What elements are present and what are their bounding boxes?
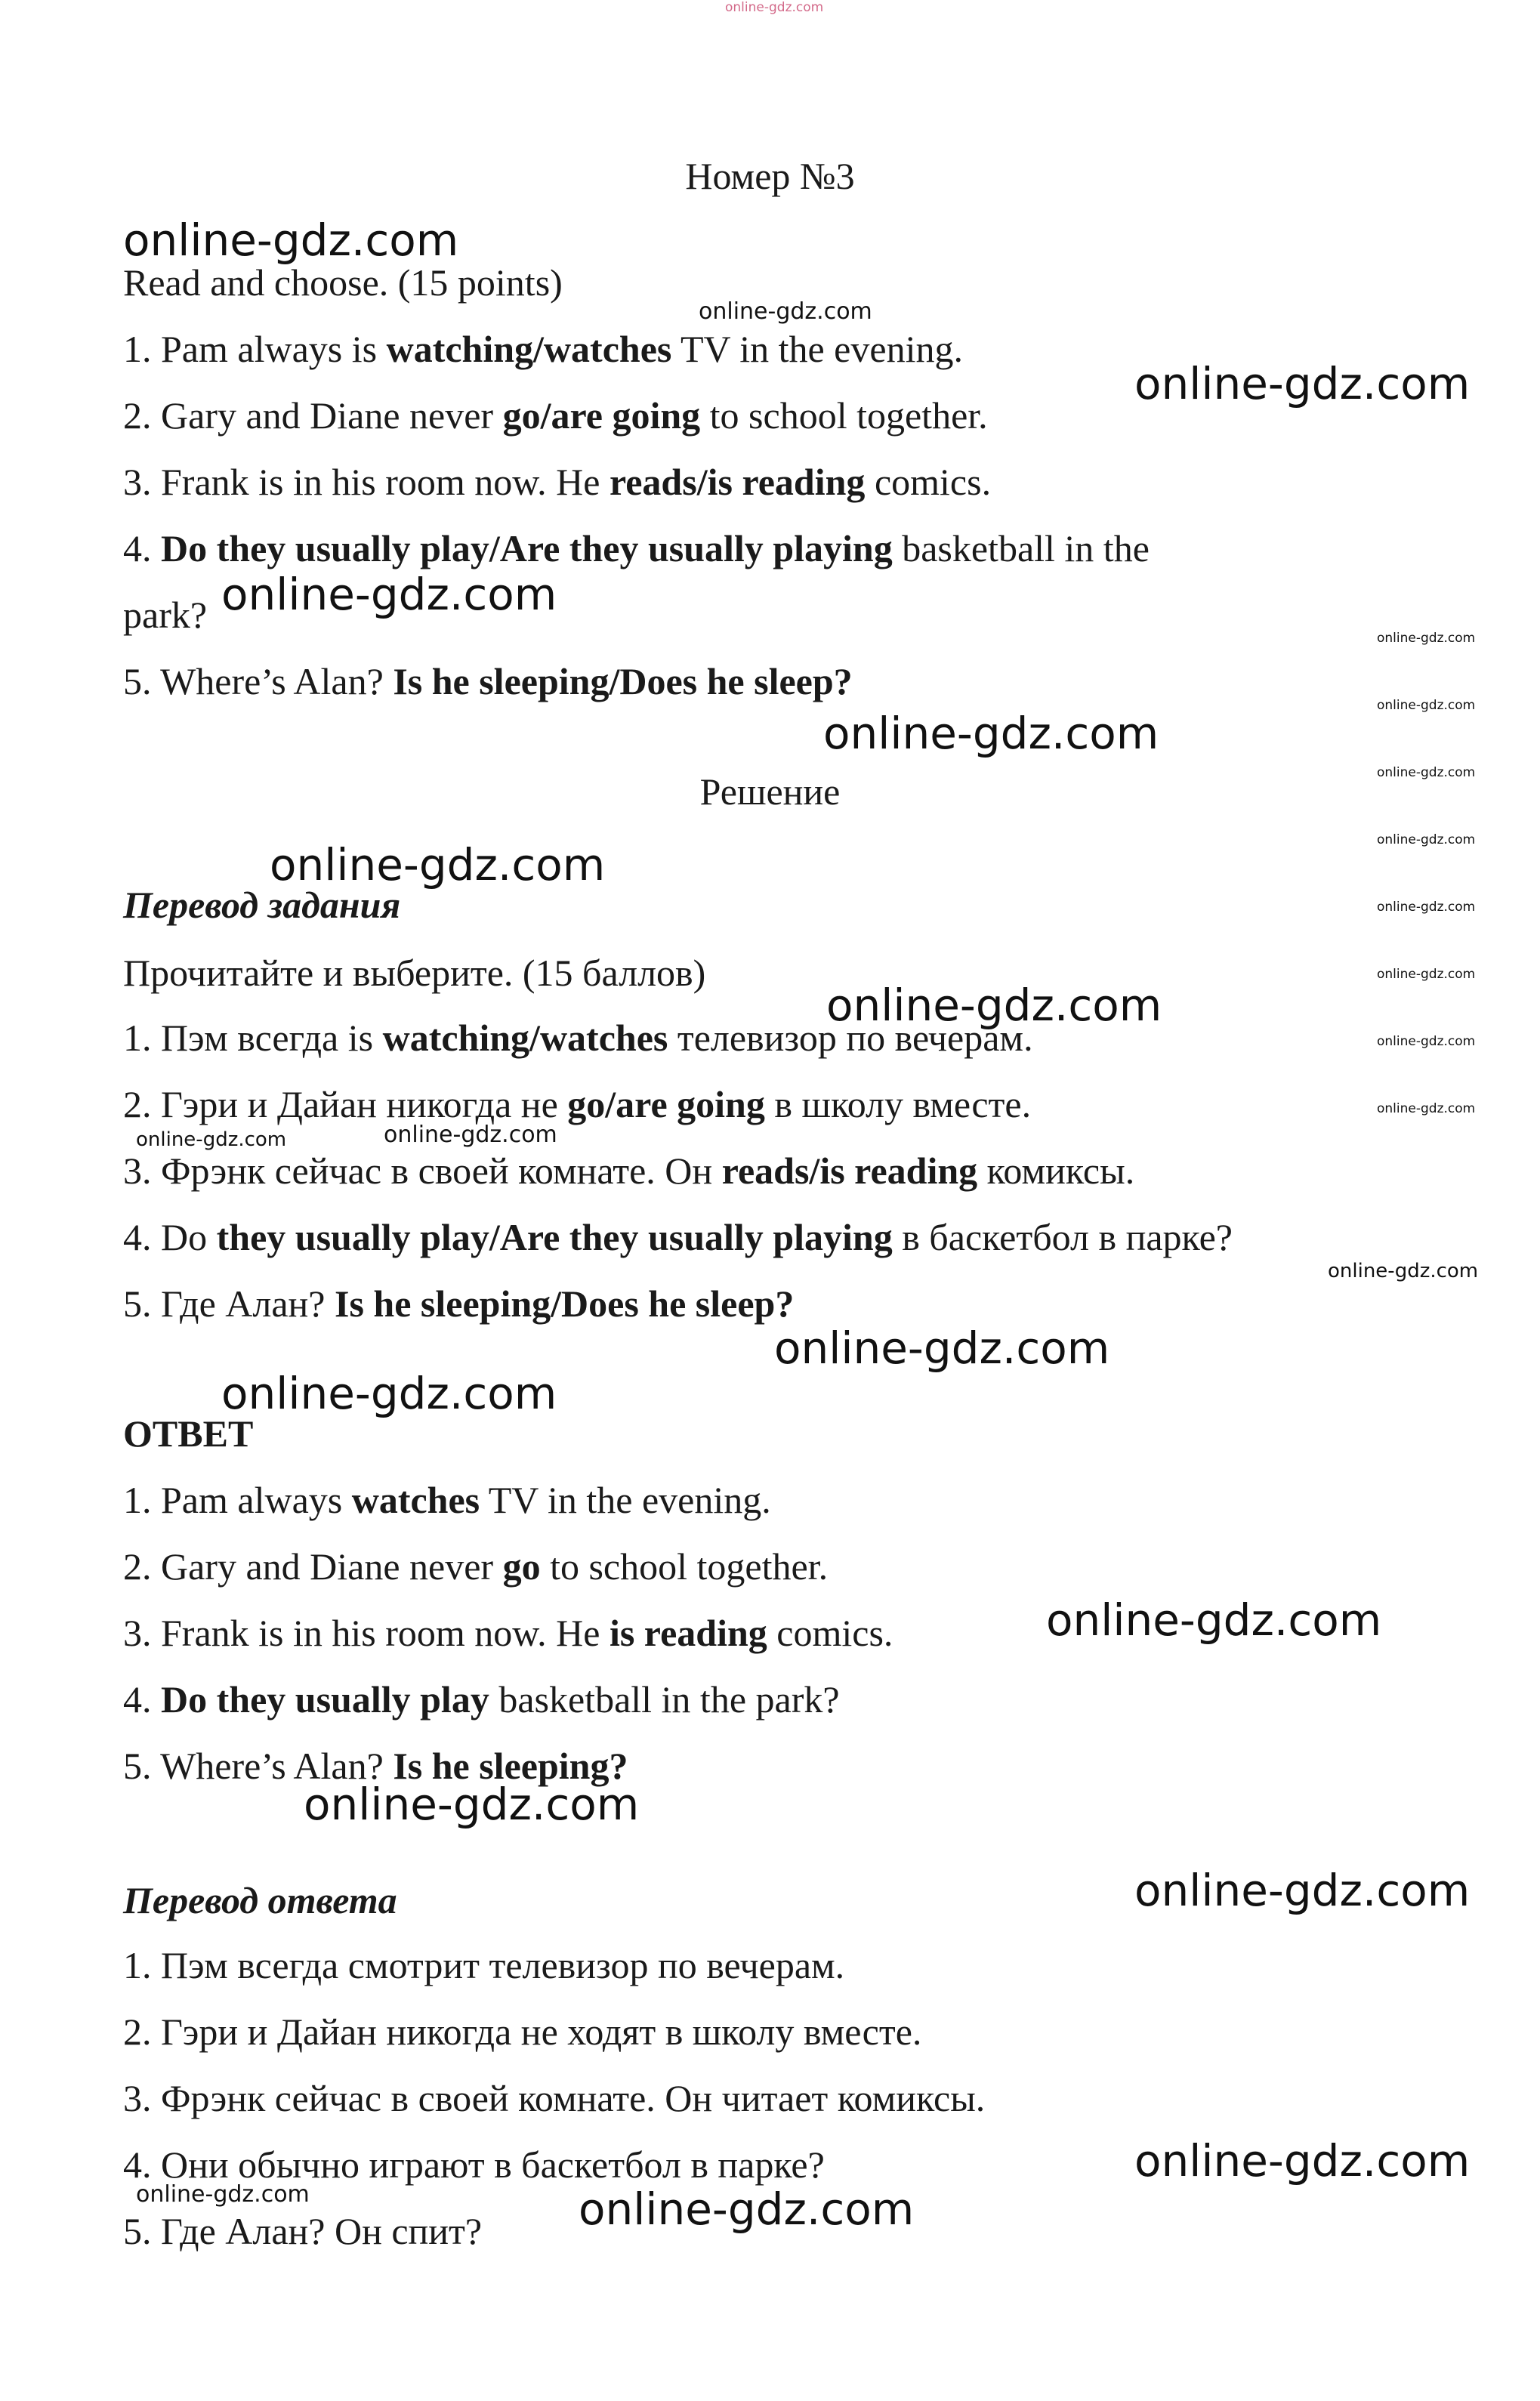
task-item-2-choice: go/are going — [502, 394, 701, 437]
task-translation-item-2-choice: go/are going — [567, 1083, 765, 1125]
task-item-1-text-b: TV in the evening. — [671, 328, 963, 370]
task-item-5 — [123, 659, 853, 704]
watermark: online-gdz.com — [1377, 631, 1476, 646]
answer-translation-item-4: 4. Они обычно играют в баскетбол в парке? — [123, 2143, 825, 2186]
task-translation-item-3 — [123, 1148, 1134, 1193]
task-item-5-choice: Is he sleeping/Does he sleep? — [393, 660, 853, 702]
answer-translation-item-2: 2. Гэри и Дайан никогда не ходят в школу вместе. — [123, 2011, 922, 2053]
answer-item-2-text-a: 2. Gary and Diane never — [123, 1545, 503, 1588]
task-item-4-choice: Do they usually play/Are they usually playing — [161, 527, 893, 569]
task-translation-item-4-text-b: в баскетбол в парке? — [892, 1216, 1233, 1258]
watermark: online-gdz.com — [1134, 2135, 1471, 2187]
task-translation-item-4-text-a: 4. Do — [123, 1216, 217, 1258]
answer-item-2-text-b: to school together. — [540, 1545, 829, 1588]
task-translation-intro: Прочитайте и выберите. (15 баллов) — [123, 952, 706, 994]
task-translation-item-3-text-a: 3. Фрэнк сейчас в своей комнате. Он — [123, 1150, 722, 1192]
answer-translation-heading: Перевод ответа — [123, 1879, 397, 1921]
task-translation-item-4-choice: they usually play/Are they usually playing — [216, 1216, 893, 1258]
answer-translation-item-3: 3. Фрэнк сейчас в своей комнате. Он читает комиксы. — [123, 2077, 986, 2119]
task-item-1 — [123, 326, 963, 372]
task-item-2-text-b: to school together. — [700, 394, 988, 437]
answer-item-4 — [123, 1677, 840, 1722]
task-intro: Read and choose. (15 points) — [123, 261, 563, 304]
task-item-1-text-a: 1. Pam always is — [123, 328, 387, 370]
watermark: online-gdz.com — [136, 2181, 310, 2208]
answer-item-3-text-a: 3. Frank is in his room now. He — [123, 1612, 610, 1654]
task-translation-item-3-choice: reads/is reading — [721, 1150, 978, 1192]
answer-heading: ОТВЕТ — [123, 1412, 254, 1455]
answer-item-4-choice: Do they usually play — [161, 1678, 489, 1721]
page-title: Номер №3 — [685, 155, 855, 197]
watermark: online-gdz.com — [304, 1779, 640, 1830]
answer-item-3 — [123, 1610, 893, 1656]
watermark: online-gdz.com — [1134, 358, 1471, 409]
watermark: online-gdz.com — [123, 214, 459, 266]
watermark: online-gdz.com — [1328, 1260, 1479, 1282]
answer-item-4-text-b: basketball in the park? — [489, 1678, 840, 1721]
watermark: online-gdz.com — [384, 1122, 557, 1148]
watermark: online-gdz.com — [774, 1322, 1110, 1374]
watermark: online-gdz.com — [136, 1128, 287, 1151]
answer-item-1-text-a: 1. Pam always — [123, 1479, 352, 1521]
task-item-5-text-a: 5. Where’s Alan? — [123, 660, 393, 702]
watermark: online-gdz.com — [826, 980, 1162, 1031]
watermark: online-gdz.com — [1377, 698, 1476, 713]
task-item-3 — [123, 459, 991, 505]
solution-heading: Решение — [699, 770, 841, 813]
answer-item-4-text-a: 4. — [123, 1678, 161, 1721]
answer-item-1-choice: watches — [351, 1479, 480, 1521]
watermark: online-gdz.com — [1046, 1594, 1382, 1646]
task-translation-item-4 — [123, 1214, 1233, 1260]
task-translation-item-2 — [123, 1082, 1031, 1127]
watermark: online-gdz.com — [1377, 900, 1476, 915]
task-translation-item-1-choice: watching/watches — [382, 1017, 668, 1059]
watermark: online-gdz.com — [1134, 1865, 1471, 1916]
watermark-top: online-gdz.com — [725, 0, 824, 15]
watermark: online-gdz.com — [1377, 1101, 1476, 1116]
task-translation-heading: Перевод задания — [123, 884, 401, 926]
task-translation-item-2-text-a: 2. Гэри и Дайан никогда не — [123, 1083, 568, 1125]
answer-item-5-choice: Is he sleeping? — [393, 1745, 628, 1787]
answer-item-1-text-b: TV in the evening. — [480, 1479, 771, 1521]
answer-item-2 — [123, 1544, 828, 1589]
watermark: online-gdz.com — [1377, 765, 1476, 780]
answer-item-1 — [123, 1477, 771, 1523]
watermark: online-gdz.com — [579, 2183, 915, 2235]
task-translation-item-2-text-b: в школу вместе. — [764, 1083, 1032, 1125]
watermark: online-gdz.com — [699, 298, 872, 325]
task-translation-item-3-text-b: комиксы. — [977, 1150, 1135, 1192]
task-item-4-text-b: basketball in the — [892, 527, 1150, 569]
answer-item-5-text-a: 5. Where’s Alan? — [123, 1745, 393, 1787]
task-translation-item-1-text-b: телевизор по вечерам. — [668, 1017, 1033, 1059]
task-item-4-continuation: park? — [123, 594, 208, 636]
watermark: online-gdz.com — [270, 839, 606, 890]
task-item-2-text-a: 2. Gary and Diane never — [123, 394, 503, 437]
watermark: online-gdz.com — [221, 1368, 557, 1419]
task-item-3-text-a: 3. Frank is in his room now. He — [123, 461, 610, 503]
task-translation-item-5-choice: Is he sleeping/Does he sleep? — [334, 1282, 795, 1325]
task-item-3-choice: reads/is reading — [609, 461, 866, 503]
answer-translation-item-1: 1. Пэм всегда смотрит телевизор по вечерам. — [123, 1944, 845, 1986]
task-translation-item-1-text-a: 1. Пэм всегда is — [123, 1017, 383, 1059]
answer-item-3-text-b: comics. — [767, 1612, 893, 1654]
task-translation-item-5 — [123, 1281, 794, 1326]
answer-item-2-choice: go — [502, 1545, 541, 1588]
task-item-4-text-a: 4. — [123, 527, 161, 569]
task-item-4 — [123, 526, 1150, 571]
task-translation-item-5-text-a: 5. Где Алан? — [123, 1282, 335, 1325]
watermark: online-gdz.com — [823, 708, 1159, 759]
answer-item-3-choice: is reading — [609, 1612, 767, 1654]
watermark: online-gdz.com — [221, 569, 557, 620]
task-item-3-text-b: comics. — [865, 461, 992, 503]
watermark: online-gdz.com — [1377, 832, 1476, 847]
watermark: online-gdz.com — [1377, 967, 1476, 982]
task-item-1-choice: watching/watches — [386, 328, 672, 370]
task-item-2 — [123, 393, 988, 438]
watermark: online-gdz.com — [1377, 1034, 1476, 1049]
answer-translation-item-5: 5. Где Алан? Он спит? — [123, 2210, 483, 2252]
